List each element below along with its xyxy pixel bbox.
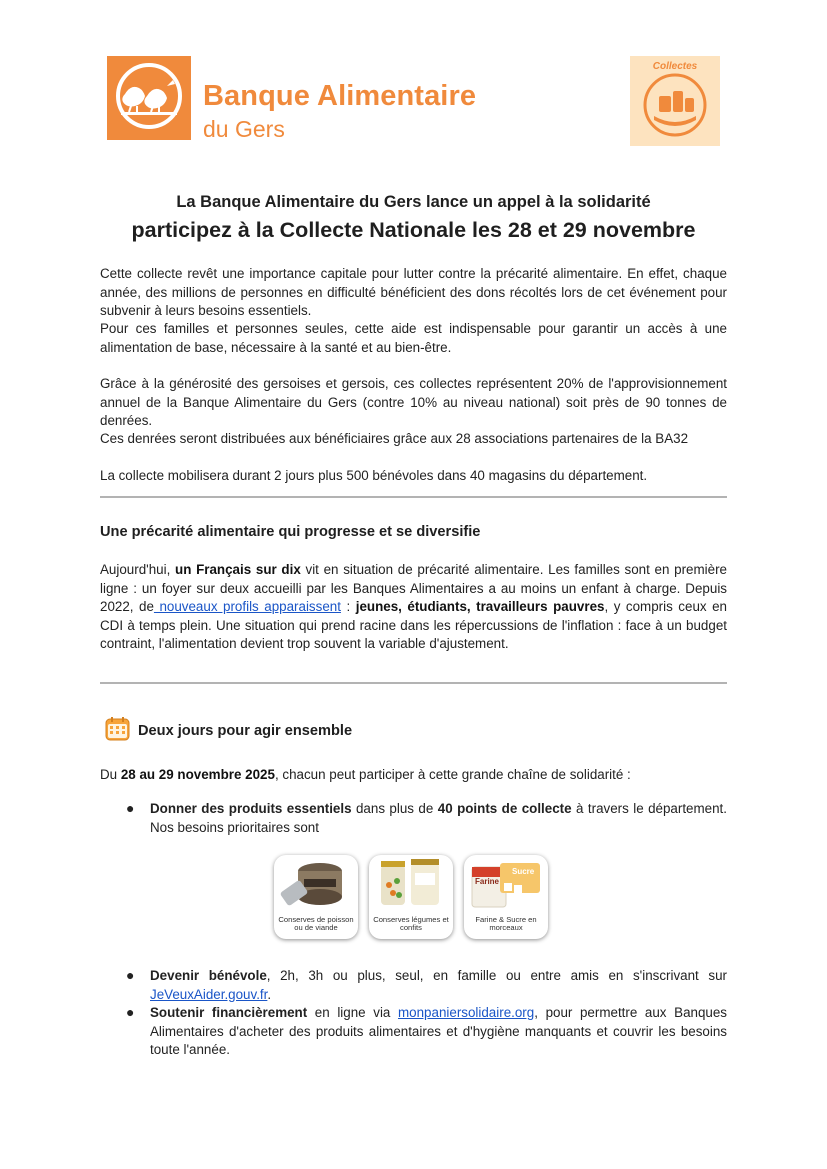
intro-paragraph-2: Pour ces familles et personnes seules, cette aide est indispensable pour garantir un accès à une alimentation de base, nécessaire à la santé et au bien-être. — [100, 321, 727, 355]
monpaniersolidaire-link[interactable]: monpaniersolidaire.org — [398, 1005, 535, 1020]
section-heading-precarite: Une précarité alimentaire qui progresse et se diversifie — [100, 524, 481, 540]
intro-paragraph-4: Ces denrées seront distribuées aux bénéficiaires grâce aux 28 associations partenaires de la BA32 — [100, 431, 689, 446]
text-span: , chacun peut participer à cette grande chaîne de solidarité : — [274, 767, 631, 782]
text-span: : — [340, 599, 356, 614]
sugar-label: Sucre — [512, 867, 535, 876]
text-span: vit en situation de précarité alimentaire. Les familles sont en première ligne : un foyer sur deux accueilli par les Banques Alimentaires a au moins un enfant à charge. Depuis 2022, de — [100, 562, 727, 614]
text-span: à travers le département. Nos besoins prioritaires sont — [150, 801, 727, 835]
section-heading-deux-jours: Deux jours pour agir ensemble — [138, 723, 353, 739]
product-caption: Farine & Sucre en morceaux — [475, 914, 537, 933]
calendar-icon — [105, 717, 130, 741]
product-caption: Conserves légumes et confits — [373, 914, 449, 933]
text-span: , 2h, 3h ou plus, seul, en famille ou entre amis en s'inscrivant sur — [266, 968, 727, 983]
jeveuxaider-link[interactable]: JeVeuxAider.gouv.fr — [150, 986, 268, 1002]
headline-line-1: La Banque Alimentaire du Gers lance un appel à la solidarité — [176, 193, 651, 211]
bold-text: Devenir bénévole — [150, 968, 267, 983]
text-span: en ligne via — [307, 1005, 398, 1020]
text-span: dans plus de — [351, 801, 438, 816]
intro-paragraph-1: Cette collecte revêt une importance capitale pour lutter contre la précarité alimentaire. En effet, chaque année, des millions de personnes en difficulté bénéficient des dons récoltés lors de cet événement pour subvenir à leurs besoins essentiels. — [100, 266, 727, 318]
section-intro-dates — [100, 766, 727, 785]
section-paragraph-precarite — [100, 561, 727, 654]
nouveaux-profils-link[interactable]: nouveaux profils apparaissent — [153, 599, 341, 614]
bold-text: Donner des produits essentiels — [150, 801, 352, 816]
product-card-farine-sucre — [464, 855, 548, 939]
intro-paragraph-3: Grâce à la générosité des gersoises et gersois, ces collectes représentent 20% de l'approvisionnement annuel de la Banque Alimentaire du Gers (contre 10% au niveau national) soit près de 90 tonnes de denrées. — [100, 376, 727, 428]
canned-fish-icon — [274, 855, 358, 915]
bold-text: 40 points de collecte — [437, 801, 572, 816]
text-span: . — [267, 986, 272, 1002]
product-card-conserves-legumes — [369, 855, 453, 939]
divider — [100, 496, 727, 498]
logo-title: Banque Alimentaire — [203, 80, 477, 112]
product-caption: Conserves de poisson ou de viande — [278, 914, 354, 933]
bold-text: Soutenir financièrement — [150, 1005, 308, 1020]
product-card-conserves-poisson — [274, 855, 358, 939]
list-item-soutenir — [150, 1004, 727, 1060]
flour-label: Farine — [475, 877, 500, 886]
brand-logo — [107, 56, 497, 140]
bold-text: jeunes, étudiants, travailleurs pauvres — [355, 599, 605, 614]
list-item-donner — [150, 800, 727, 837]
bold-text: un Français sur dix — [175, 562, 301, 577]
intro-paragraph-5: La collecte mobilisera durant 2 jours plus 500 bénévoles dans 40 magasins du département. — [100, 468, 648, 483]
text-span: Du — [100, 767, 121, 782]
text-span: Aujourd'hui, — [100, 562, 176, 577]
headline-line-2: participez à la Collecte Nationale les 28 et 29 novembre — [131, 218, 696, 242]
bullet-dot: ● — [126, 1004, 135, 1020]
text-span: , pour permettre aux Banques Alimentaires d'acheter des produits alimentaires et d'hygiène manquants et couvrir les besoins toute l'année. — [150, 1005, 727, 1057]
bold-date: 28 au 29 novembre 2025 — [120, 767, 275, 782]
list-item-benevole — [150, 967, 727, 1004]
divider — [100, 682, 727, 684]
badge-label: Collectes — [652, 61, 698, 72]
vegetable-jar-icon — [369, 855, 453, 915]
birds-logo-icon — [107, 56, 191, 140]
logo-subtitle: du Gers — [203, 116, 285, 142]
bullet-dot: ● — [126, 800, 135, 816]
text-span: , y compris ceux en CDI à temps plein. Une situation qui prend racine dans les répercussions de l'inflation : face à un budget contraint, l'alimentation devient trop souvent la variable d'ajustement. — [100, 599, 728, 651]
bullet-dot: ● — [126, 967, 135, 983]
collectes-badge — [630, 56, 720, 146]
